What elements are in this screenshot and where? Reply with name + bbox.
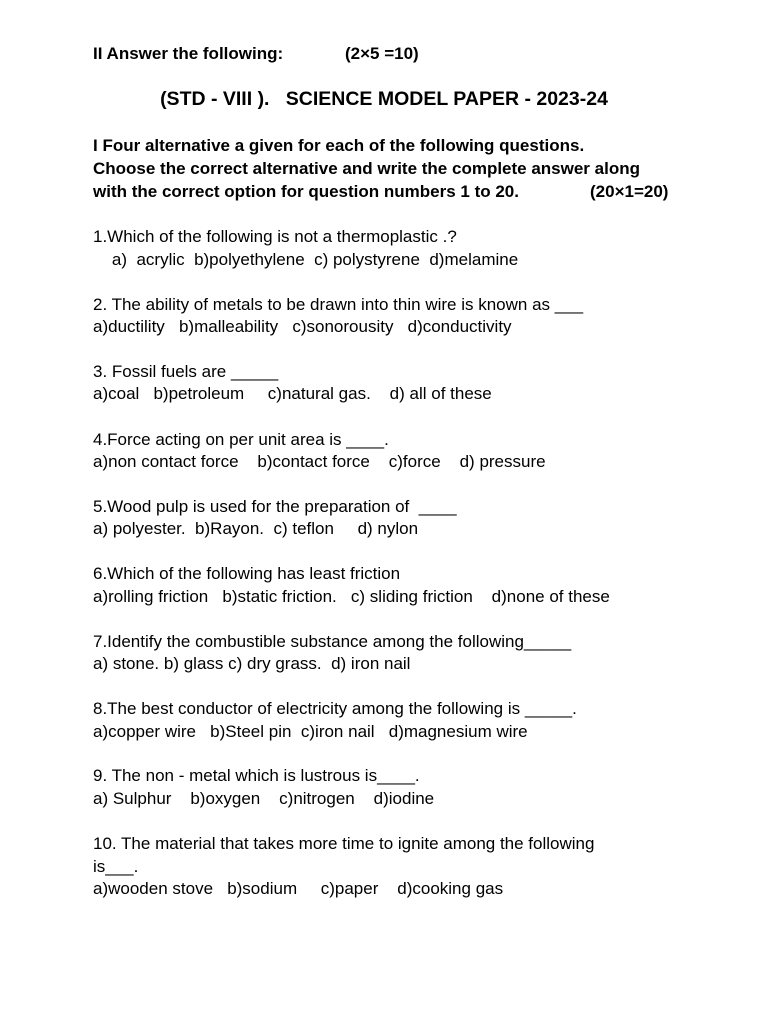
question-4-text: 4.Force acting on per unit area is ____. [93,430,389,449]
question-1-text: 1.Which of the following is not a thermoplastic .? [93,227,457,246]
paper-title: (STD - VIII ). SCIENCE MODEL PAPER - 2023-24 [160,88,608,110]
section1-instruction-line1: I Four alternative a given for each of the following questions. [93,136,585,155]
question-5-text: 5.Wood pulp is used for the preparation of ____ [93,497,457,516]
section2-marks: (2×5 =10) [345,44,419,63]
question-7-options: a) stone. b) glass c) dry grass. d) iron nail [93,654,411,673]
question-9-options: a) Sulphur b)oxygen c)nitrogen d)iodine [93,789,435,808]
section1-instruction-line3: with the correct option for question numbers 1 to 20. [93,182,519,201]
section1-marks: (20×1=20) [590,182,669,201]
question-6-options: a)rolling friction b)static friction. c) sliding friction d)none of these [93,587,610,606]
question-6-text: 6.Which of the following has least friction [93,564,401,583]
section1-instruction-line2: Choose the correct alternative and write the complete answer along [93,159,640,178]
question-10-options: a)wooden stove b)sodium c)paper d)cooking gas [93,879,504,898]
section2-heading: II Answer the following: [93,44,284,63]
question-10-text: 10. The material that takes more time to ignite among the following [93,834,595,853]
question-7-text: 7.Identify the combustible substance among the following_____ [93,632,572,651]
question-2-text: 2. The ability of metals to be drawn into thin wire is known as ___ [93,295,584,314]
question-10-text-continued: is___. [93,857,139,876]
question-5-options: a) polyester. b)Rayon. c) teflon d) nylon [93,519,419,538]
question-4-options: a)non contact force b)contact force c)force d) pressure [93,452,546,471]
question-3-text: 3. Fossil fuels are _____ [93,362,279,381]
question-8-options: a)copper wire b)Steel pin c)iron nail d)magnesium wire [93,722,528,741]
question-1-options: a) acrylic b)polyethylene c) polystyrene d)melamine [93,250,519,269]
question-2-options: a)ductility b)malleability c)sonorousity d)conductivity [93,317,512,336]
question-9-text: 9. The non - metal which is lustrous is____. [93,766,420,785]
question-8-text: 8.The best conductor of electricity among the following is _____. [93,699,577,718]
question-3-options: a)coal b)petroleum c)natural gas. d) all of these [93,384,492,403]
